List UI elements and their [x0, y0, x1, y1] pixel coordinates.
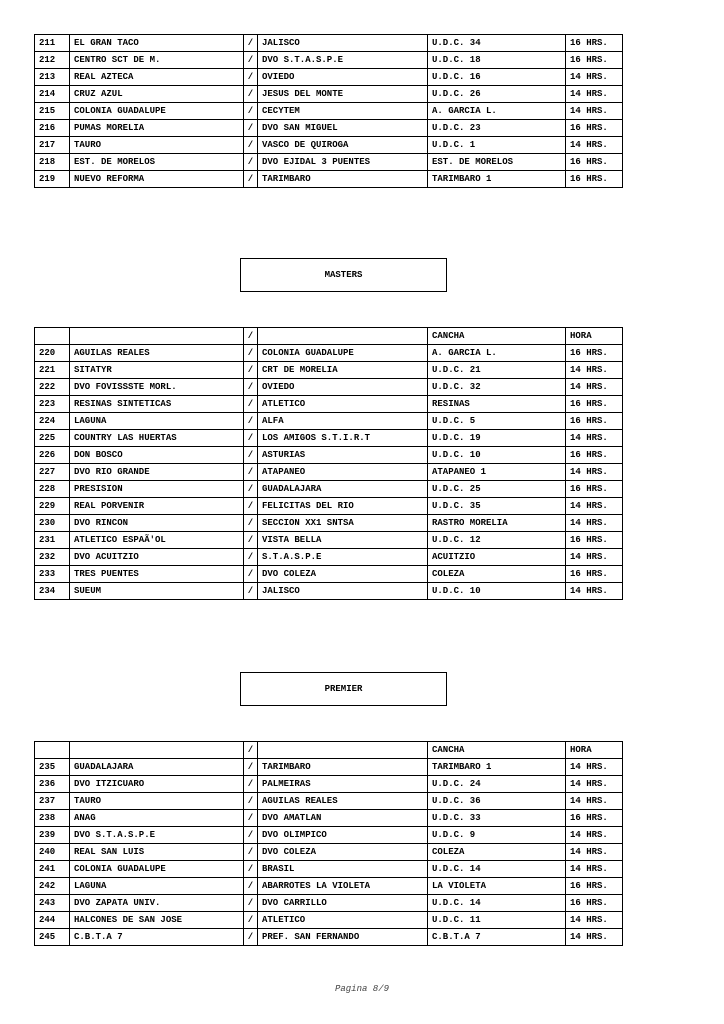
match-number-cell: 231: [35, 532, 70, 549]
field-cell: ATAPANEO 1: [428, 464, 566, 481]
match-number-cell: 224: [35, 413, 70, 430]
time-cell: 14 HRS.: [566, 515, 623, 532]
away-team-cell: DVO EJIDAL 3 PUENTES: [258, 154, 428, 171]
time-cell: 16 HRS.: [566, 810, 623, 827]
home-team-cell: TAURO: [70, 137, 244, 154]
away-team-cell: CRT DE MORELIA: [258, 362, 428, 379]
home-team-cell: LAGUNA: [70, 878, 244, 895]
field-cell: U.D.C. 34: [428, 35, 566, 52]
time-cell: 14 HRS.: [566, 549, 623, 566]
table-row: [35, 776, 623, 793]
away-team-cell: GUADALAJARA: [258, 481, 428, 498]
away-team-cell: JESUS DEL MONTE: [258, 86, 428, 103]
time-cell: 16 HRS.: [566, 345, 623, 362]
table-row: [35, 86, 623, 103]
away-team-cell: DVO COLEZA: [258, 844, 428, 861]
schedule-table-masters: [34, 327, 623, 600]
home-team-cell: ANAG: [70, 810, 244, 827]
schedule-table-continued: [34, 34, 623, 188]
match-number-cell: 245: [35, 929, 70, 946]
versus-separator-cell: /: [244, 413, 258, 430]
versus-separator-cell: /: [244, 464, 258, 481]
table-row: [35, 137, 623, 154]
table-row: [35, 35, 623, 52]
match-number-cell: 235: [35, 759, 70, 776]
versus-separator-cell: /: [244, 430, 258, 447]
versus-separator-cell: /: [244, 532, 258, 549]
match-number-cell: 228: [35, 481, 70, 498]
home-team-cell: LAGUNA: [70, 413, 244, 430]
versus-separator-cell: /: [244, 103, 258, 120]
table-row: [35, 793, 623, 810]
schedule-table-premier: [34, 741, 623, 946]
match-number-cell: 239: [35, 827, 70, 844]
table-row: [35, 52, 623, 69]
match-number-cell: 216: [35, 120, 70, 137]
home-team-cell: ATLETICO ESPAÃ'OL: [70, 532, 244, 549]
match-number-cell: 221: [35, 362, 70, 379]
time-cell: 16 HRS.: [566, 413, 623, 430]
field-cell: EST. DE MORELOS: [428, 154, 566, 171]
away-team-cell: VISTA BELLA: [258, 532, 428, 549]
match-number-cell: 223: [35, 396, 70, 413]
table-row: [35, 171, 623, 188]
match-number-cell: 243: [35, 895, 70, 912]
away-team-cell: [258, 742, 428, 759]
table-row: [35, 464, 623, 481]
table-row: [35, 362, 623, 379]
away-team-cell: SECCION XX1 SNTSA: [258, 515, 428, 532]
match-number-cell: 214: [35, 86, 70, 103]
home-team-cell: COLONIA GUADALUPE: [70, 861, 244, 878]
time-cell: 16 HRS.: [566, 52, 623, 69]
versus-separator-cell: /: [244, 566, 258, 583]
versus-separator-cell: /: [244, 86, 258, 103]
versus-separator-cell: /: [244, 583, 258, 600]
versus-separator-cell: /: [244, 861, 258, 878]
match-number-cell: 242: [35, 878, 70, 895]
table-row: [35, 827, 623, 844]
away-team-cell: TARIMBARO: [258, 171, 428, 188]
table-row: [35, 759, 623, 776]
home-team-cell: EST. DE MORELOS: [70, 154, 244, 171]
versus-separator-cell: /: [244, 362, 258, 379]
home-team-cell: HALCONES DE SAN JOSE: [70, 912, 244, 929]
table-row: [35, 430, 623, 447]
field-cell: RESINAS: [428, 396, 566, 413]
away-team-cell: DVO OLIMPICO: [258, 827, 428, 844]
match-number-cell: 226: [35, 447, 70, 464]
field-cell: U.D.C. 12: [428, 532, 566, 549]
versus-separator-cell: /: [244, 154, 258, 171]
field-cell: C.B.T.A 7: [428, 929, 566, 946]
away-team-cell: S.T.A.S.P.E: [258, 549, 428, 566]
versus-separator-cell: /: [244, 515, 258, 532]
field-cell: U.D.C. 19: [428, 430, 566, 447]
field-cell: A. GARCIA L.: [428, 103, 566, 120]
time-cell: 14 HRS.: [566, 103, 623, 120]
field-cell: U.D.C. 5: [428, 413, 566, 430]
home-team-cell: TRES PUENTES: [70, 566, 244, 583]
versus-separator-cell: /: [244, 742, 258, 759]
section-title-premier: PREMIER: [240, 672, 447, 706]
field-cell: U.D.C. 14: [428, 861, 566, 878]
field-cell: A. GARCIA L.: [428, 345, 566, 362]
home-team-cell: DVO ACUITZIO: [70, 549, 244, 566]
time-cell: 16 HRS.: [566, 481, 623, 498]
home-team-cell: REAL SAN LUIS: [70, 844, 244, 861]
away-team-cell: OVIEDO: [258, 379, 428, 396]
field-cell: U.D.C. 18: [428, 52, 566, 69]
versus-separator-cell: /: [244, 793, 258, 810]
home-team-cell: COUNTRY LAS HUERTAS: [70, 430, 244, 447]
field-cell: U.D.C. 10: [428, 447, 566, 464]
table-header-row: [35, 328, 623, 345]
home-team-cell: DVO RINCON: [70, 515, 244, 532]
match-number-cell: 225: [35, 430, 70, 447]
table-body: [35, 345, 623, 600]
table-row: [35, 396, 623, 413]
field-cell: U.D.C. 21: [428, 362, 566, 379]
table-row: [35, 413, 623, 430]
versus-separator-cell: /: [244, 776, 258, 793]
away-team-cell: LOS AMIGOS S.T.I.R.T: [258, 430, 428, 447]
match-number-cell: 240: [35, 844, 70, 861]
match-number-cell: 211: [35, 35, 70, 52]
versus-separator-cell: /: [244, 549, 258, 566]
field-cell: U.D.C. 14: [428, 895, 566, 912]
field-cell: TARIMBARO 1: [428, 759, 566, 776]
table-row: [35, 861, 623, 878]
away-team-cell: ATLETICO: [258, 396, 428, 413]
time-cell: 14 HRS.: [566, 379, 623, 396]
away-team-cell: ABARROTES LA VIOLETA: [258, 878, 428, 895]
versus-separator-cell: /: [244, 379, 258, 396]
home-team-cell: DVO ITZICUARO: [70, 776, 244, 793]
time-cell: 16 HRS.: [566, 154, 623, 171]
table-row: [35, 103, 623, 120]
table-header-row: [35, 742, 623, 759]
match-number-cell: 241: [35, 861, 70, 878]
field-cell: U.D.C. 16: [428, 69, 566, 86]
away-team-cell: COLONIA GUADALUPE: [258, 345, 428, 362]
match-number-cell: 236: [35, 776, 70, 793]
home-team-cell: REAL PORVENIR: [70, 498, 244, 515]
table-row: [35, 912, 623, 929]
field-cell: U.D.C. 9: [428, 827, 566, 844]
away-team-cell: CECYTEM: [258, 103, 428, 120]
table-row: [35, 498, 623, 515]
time-cell: 14 HRS.: [566, 844, 623, 861]
away-team-cell: DVO COLEZA: [258, 566, 428, 583]
table-row: [35, 549, 623, 566]
time-cell: 16 HRS.: [566, 447, 623, 464]
versus-separator-cell: /: [244, 895, 258, 912]
match-number-cell: [35, 742, 70, 759]
home-team-cell: RESINAS SINTETICAS: [70, 396, 244, 413]
versus-separator-cell: /: [244, 447, 258, 464]
table-header: [35, 742, 623, 759]
match-number-cell: 219: [35, 171, 70, 188]
away-team-cell: ATAPANEO: [258, 464, 428, 481]
time-cell: HORA: [566, 742, 623, 759]
field-cell: TARIMBARO 1: [428, 171, 566, 188]
away-team-cell: JALISCO: [258, 35, 428, 52]
field-cell: U.D.C. 35: [428, 498, 566, 515]
time-cell: 14 HRS.: [566, 861, 623, 878]
table-row: [35, 379, 623, 396]
time-cell: 16 HRS.: [566, 895, 623, 912]
away-team-cell: FELICITAS DEL RIO: [258, 498, 428, 515]
versus-separator-cell: /: [244, 69, 258, 86]
time-cell: 14 HRS.: [566, 759, 623, 776]
home-team-cell: PRESISION: [70, 481, 244, 498]
home-team-cell: [70, 328, 244, 345]
time-cell: HORA: [566, 328, 623, 345]
table-header: [35, 328, 623, 345]
versus-separator-cell: /: [244, 396, 258, 413]
table-row: [35, 844, 623, 861]
away-team-cell: ASTURIAS: [258, 447, 428, 464]
match-number-cell: 220: [35, 345, 70, 362]
field-cell: U.D.C. 36: [428, 793, 566, 810]
time-cell: 14 HRS.: [566, 827, 623, 844]
home-team-cell: DVO ZAPATA UNIV.: [70, 895, 244, 912]
field-cell: U.D.C. 11: [428, 912, 566, 929]
time-cell: 14 HRS.: [566, 929, 623, 946]
home-team-cell: [70, 742, 244, 759]
away-team-cell: AGUILAS REALES: [258, 793, 428, 810]
home-team-cell: SUEUM: [70, 583, 244, 600]
home-team-cell: PUMAS MORELIA: [70, 120, 244, 137]
versus-separator-cell: /: [244, 498, 258, 515]
time-cell: 16 HRS.: [566, 532, 623, 549]
away-team-cell: ATLETICO: [258, 912, 428, 929]
match-number-cell: 238: [35, 810, 70, 827]
versus-separator-cell: /: [244, 481, 258, 498]
field-cell: COLEZA: [428, 844, 566, 861]
time-cell: 14 HRS.: [566, 137, 623, 154]
time-cell: 16 HRS.: [566, 396, 623, 413]
field-cell: CANCHA: [428, 742, 566, 759]
away-team-cell: ALFA: [258, 413, 428, 430]
away-team-cell: OVIEDO: [258, 69, 428, 86]
versus-separator-cell: /: [244, 120, 258, 137]
table-body: [35, 759, 623, 946]
match-number-cell: 218: [35, 154, 70, 171]
time-cell: 16 HRS.: [566, 171, 623, 188]
match-number-cell: 215: [35, 103, 70, 120]
match-number-cell: 233: [35, 566, 70, 583]
time-cell: 16 HRS.: [566, 35, 623, 52]
home-team-cell: CENTRO SCT DE M.: [70, 52, 244, 69]
versus-separator-cell: /: [244, 759, 258, 776]
section-title-masters: MASTERS: [240, 258, 447, 292]
match-number-cell: [35, 328, 70, 345]
table-row: [35, 120, 623, 137]
table-row: [35, 532, 623, 549]
home-team-cell: TAURO: [70, 793, 244, 810]
home-team-cell: GUADALAJARA: [70, 759, 244, 776]
table-row: [35, 810, 623, 827]
match-number-cell: 244: [35, 912, 70, 929]
field-cell: U.D.C. 1: [428, 137, 566, 154]
time-cell: 14 HRS.: [566, 912, 623, 929]
table-body: [35, 35, 623, 188]
away-team-cell: PREF. SAN FERNANDO: [258, 929, 428, 946]
match-number-cell: 237: [35, 793, 70, 810]
away-team-cell: TARIMBARO: [258, 759, 428, 776]
field-cell: U.D.C. 10: [428, 583, 566, 600]
table-row: [35, 69, 623, 86]
home-team-cell: DON BOSCO: [70, 447, 244, 464]
home-team-cell: NUEVO REFORMA: [70, 171, 244, 188]
table-row: [35, 929, 623, 946]
time-cell: 16 HRS.: [566, 120, 623, 137]
match-number-cell: 222: [35, 379, 70, 396]
table-row: [35, 154, 623, 171]
page-footer: Pagina 8/9: [334, 984, 389, 994]
field-cell: U.D.C. 25: [428, 481, 566, 498]
home-team-cell: DVO RIO GRANDE: [70, 464, 244, 481]
table-row: [35, 895, 623, 912]
versus-separator-cell: /: [244, 929, 258, 946]
home-team-cell: REAL AZTECA: [70, 69, 244, 86]
time-cell: 14 HRS.: [566, 793, 623, 810]
field-cell: U.D.C. 24: [428, 776, 566, 793]
away-team-cell: VASCO DE QUIROGA: [258, 137, 428, 154]
match-number-cell: 212: [35, 52, 70, 69]
versus-separator-cell: /: [244, 171, 258, 188]
table-row: [35, 515, 623, 532]
away-team-cell: DVO AMATLAN: [258, 810, 428, 827]
match-number-cell: 229: [35, 498, 70, 515]
time-cell: 14 HRS.: [566, 69, 623, 86]
match-number-cell: 230: [35, 515, 70, 532]
home-team-cell: AGUILAS REALES: [70, 345, 244, 362]
field-cell: U.D.C. 26: [428, 86, 566, 103]
match-number-cell: 227: [35, 464, 70, 481]
away-team-cell: [258, 328, 428, 345]
field-cell: ACUITZIO: [428, 549, 566, 566]
versus-separator-cell: /: [244, 345, 258, 362]
time-cell: 14 HRS.: [566, 776, 623, 793]
home-team-cell: DVO S.T.A.S.P.E: [70, 827, 244, 844]
home-team-cell: EL GRAN TACO: [70, 35, 244, 52]
field-cell: U.D.C. 23: [428, 120, 566, 137]
time-cell: 14 HRS.: [566, 86, 623, 103]
match-number-cell: 213: [35, 69, 70, 86]
time-cell: 14 HRS.: [566, 464, 623, 481]
time-cell: 16 HRS.: [566, 878, 623, 895]
home-team-cell: DVO FOVISSSTE MORL.: [70, 379, 244, 396]
away-team-cell: PALMEIRAS: [258, 776, 428, 793]
away-team-cell: JALISCO: [258, 583, 428, 600]
home-team-cell: SITATYR: [70, 362, 244, 379]
versus-separator-cell: /: [244, 827, 258, 844]
versus-separator-cell: /: [244, 137, 258, 154]
field-cell: RASTRO MORELIA: [428, 515, 566, 532]
match-number-cell: 234: [35, 583, 70, 600]
time-cell: 14 HRS.: [566, 430, 623, 447]
time-cell: 14 HRS.: [566, 498, 623, 515]
table-row: [35, 481, 623, 498]
home-team-cell: C.B.T.A 7: [70, 929, 244, 946]
versus-separator-cell: /: [244, 52, 258, 69]
field-cell: LA VIOLETA: [428, 878, 566, 895]
versus-separator-cell: /: [244, 912, 258, 929]
away-team-cell: DVO SAN MIGUEL: [258, 120, 428, 137]
field-cell: U.D.C. 33: [428, 810, 566, 827]
away-team-cell: BRASIL: [258, 861, 428, 878]
versus-separator-cell: /: [244, 810, 258, 827]
time-cell: 14 HRS.: [566, 362, 623, 379]
versus-separator-cell: /: [244, 35, 258, 52]
table-row: [35, 583, 623, 600]
time-cell: 16 HRS.: [566, 566, 623, 583]
match-number-cell: 217: [35, 137, 70, 154]
match-number-cell: 232: [35, 549, 70, 566]
home-team-cell: CRUZ AZUL: [70, 86, 244, 103]
time-cell: 14 HRS.: [566, 583, 623, 600]
field-cell: CANCHA: [428, 328, 566, 345]
away-team-cell: DVO S.T.A.S.P.E: [258, 52, 428, 69]
home-team-cell: COLONIA GUADALUPE: [70, 103, 244, 120]
versus-separator-cell: /: [244, 328, 258, 345]
table-row: [35, 447, 623, 464]
table-row: [35, 345, 623, 362]
field-cell: U.D.C. 32: [428, 379, 566, 396]
versus-separator-cell: /: [244, 844, 258, 861]
table-row: [35, 878, 623, 895]
versus-separator-cell: /: [244, 878, 258, 895]
away-team-cell: DVO CARRILLO: [258, 895, 428, 912]
field-cell: COLEZA: [428, 566, 566, 583]
table-row: [35, 566, 623, 583]
